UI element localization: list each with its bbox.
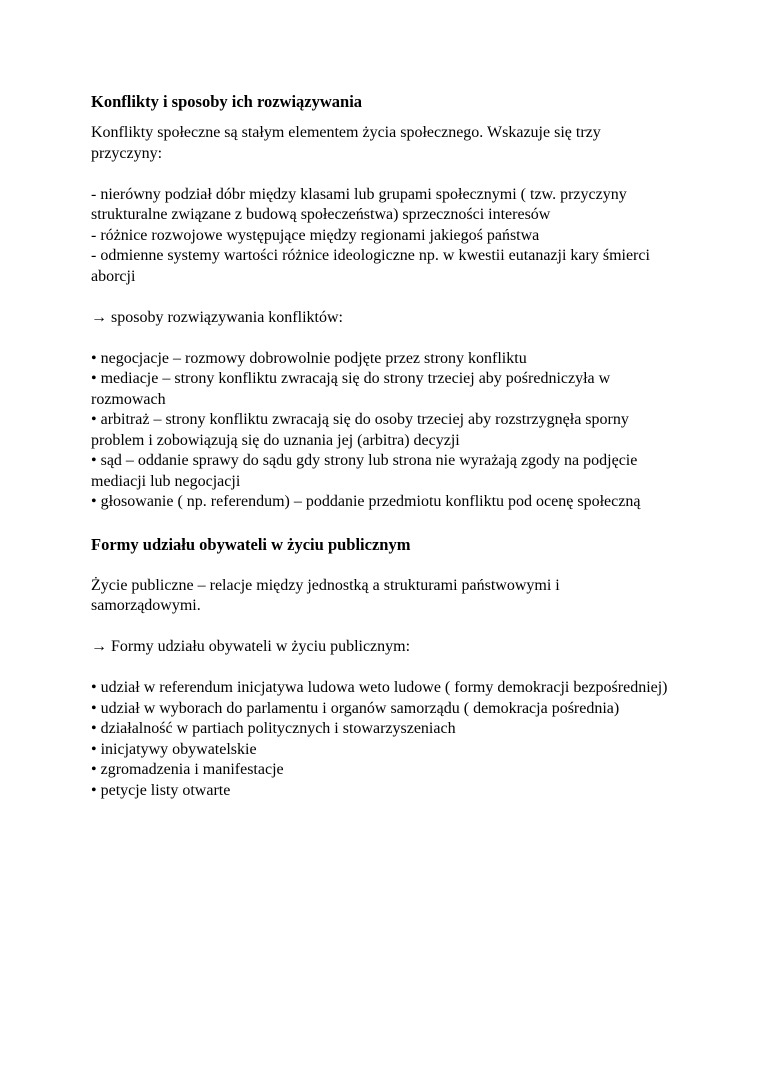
intro-paragraph: Konflikty społeczne są stałym elementem życia społecznego. Wskazuje się trzy przyczyny:	[91, 124, 601, 162]
list-item: • arbitraż – strony konfliktu zwracają się do osoby trzeciej aby rozstrzygnęła sporny problem i zobowiązują się do uznania jej (arbitra) decyzji	[91, 411, 629, 449]
list-item: • zgromadzenia i manifestacje	[91, 761, 284, 778]
spacer	[91, 164, 670, 185]
causes-list	[91, 185, 670, 288]
list-item: • udział w wyborach do parlamentu i organów samorządu ( demokracja pośrednia)	[91, 699, 620, 717]
section-title-conflicts: Konflikty i sposoby ich rozwiązywania	[91, 92, 363, 111]
methods-heading: → sposoby rozwiązywania konfliktów:	[91, 308, 343, 326]
list-item: • inicjatywy obywatelskie	[91, 740, 257, 758]
list-item: • udział w referendum inicjatywa ludowa weto ludowe ( formy demokracji bezpośredniej)	[91, 679, 668, 696]
section-title-civic-participation: Formy udziału obywateli w życiu publicznym	[91, 534, 411, 554]
list-item: • negocjacje – rozmowy dobrowolnie podjęte przez strony konfliktu	[91, 349, 527, 367]
spacer	[91, 617, 670, 638]
spacer	[91, 555, 670, 576]
list-item: • działalność w partiach politycznych i stowarzyszeniach	[91, 720, 456, 737]
list-item: • mediacje – strony konfliktu zwracają się do strony trzeciej aby pośredniczyła w rozmowach	[91, 370, 611, 408]
spacer	[91, 113, 670, 124]
forms-heading: → Formy udziału obywateli w życiu publicznym:	[91, 638, 411, 655]
spacer	[91, 328, 670, 349]
methods-list	[91, 349, 670, 513]
list-item: • sąd – oddanie sprawy do sądu gdy strony lub strona nie wyrażają zgody na podjęcie mediacji lub negocjacji	[91, 452, 638, 490]
list-item: • petycje listy otwarte	[91, 781, 231, 799]
list-item: • głosowanie ( np. referendum) – poddanie przedmiotu konfliktu pod ocenę społeczną	[91, 493, 641, 510]
spacer	[91, 513, 670, 535]
list-item: - odmienne systemy wartości różnice ideologiczne np. w kwestii eutanazji kary śmierci aborcji	[91, 247, 650, 285]
list-item: - nierówny podział dóbr między klasami lub grupami społecznymi ( tzw. przyczyny strukturalne związane z budową społeczeństwa) sprzeczności interesów	[91, 185, 627, 223]
spacer	[91, 658, 670, 679]
list-item: - różnice rozwojowe występujące między regionami jakiegoś państwa	[91, 226, 540, 244]
forms-list	[91, 678, 670, 801]
spacer	[91, 287, 670, 308]
definition-paragraph: Życie publiczne – relacje między jednostką a strukturami państwowymi i samorządowymi.	[91, 576, 560, 614]
